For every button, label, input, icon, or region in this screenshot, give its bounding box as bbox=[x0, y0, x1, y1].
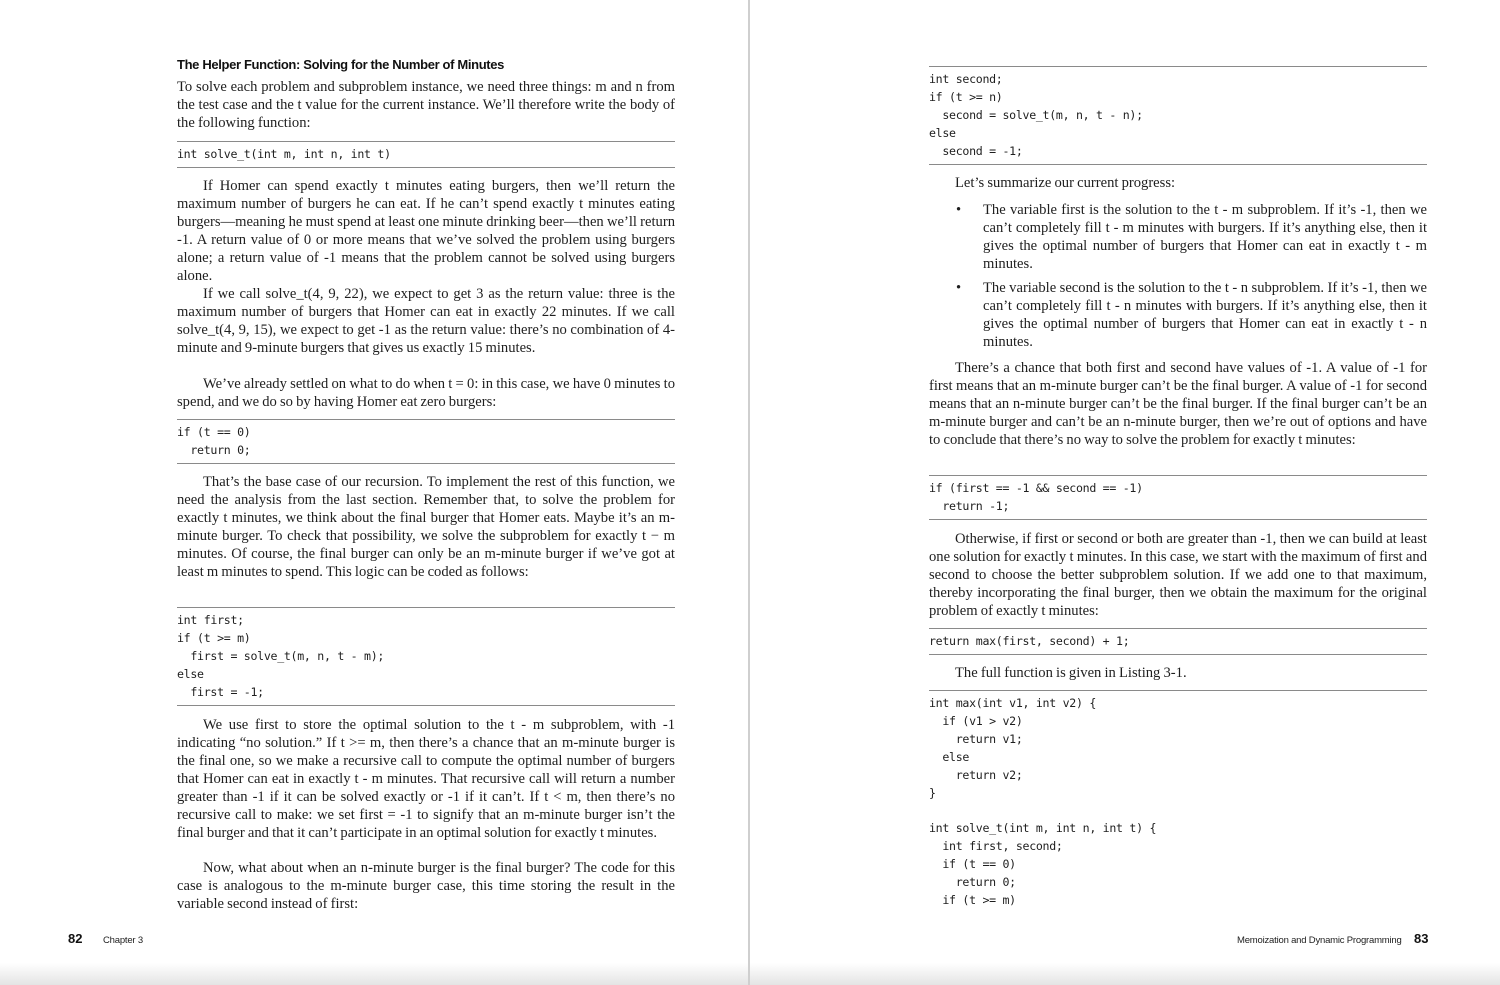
right-page bbox=[750, 0, 1500, 985]
first-explanation-paragraph: We use first to store the optimal solution to the t - m subproblem, with -1 indicating “no solution.” If t >= m, then there’s a chance that an m-minute burger is the final one, so we make a recursive call to compute the optimal number of burgers that Homer can eat in exactly t - m minutes. That recursive call will return a number greater than -1 if it can be solved exactly or -1 if it can’t. If t < m, then there’s no recursive call to make: we set first = -1 to signify that an m-minute burger isn’t the final burger and that it can’t participate in an optimal solution for exactly t minutes. bbox=[177, 717, 675, 841]
bullet-marker: • bbox=[956, 202, 962, 218]
bullet-second-variable bbox=[929, 279, 1427, 351]
summary-intro-paragraph: Let’s summarize our current progress: bbox=[955, 175, 1176, 191]
page-number-left: 82 bbox=[68, 931, 83, 946]
intro-paragraph: To solve each problem and subproblem instance, we need three things: m and n from the test case and the t value for the current instance. We’ll therefore write the body of the following function: bbox=[177, 79, 675, 131]
bullet-text: The variable second is the solution to the t - n subproblem. If it’s -1, then we can’t completely fill t - n minutes with burgers. If it’s anything else, then it gives the optimal number of burgers that Homer can eat in exactly t - n minutes. bbox=[983, 280, 1427, 350]
code-base-case: if (t == 0) return 0; bbox=[177, 419, 675, 464]
page-bottom-shadow bbox=[750, 963, 1500, 985]
progress-bullet-list bbox=[929, 201, 1427, 351]
bullet-text: The variable first is the solution to the t - m subproblem. If it’s -1, then we can’t completely fill t - m minutes with burgers. If it’s anything else, then it gives the optimal number of burgers that Homer can eat in exactly t - m minutes. bbox=[983, 202, 1427, 272]
code-listing-3-1: int max(int v1, int v2) { if (v1 > v2) return v1; else return v2; } int solve_t(int m, int n, int t) { int first, second; if (t == 0) return 0; if (t >= m) bbox=[929, 690, 1427, 913]
left-page bbox=[0, 0, 748, 985]
code-return-max: return max(first, second) + 1; bbox=[929, 628, 1427, 655]
base-case-paragraph: That’s the base case of our recursion. To implement the rest of this function, we need the analysis from the last section. Remember that, to solve the problem for exactly t minutes, we think about the final burger that Homer eats. Maybe it’s an m-minute burger. To check that possibility, we solve the subproblem for exactly t − m minutes. Of course, the final burger can only be an m-minute burger if we’ve got at least m minutes to spend. This logic can be coded as follows: bbox=[177, 474, 675, 580]
settled-paragraph: We’ve already settled on what to do when t = 0: in this case, we have 0 minutes to spend, and we do so by having Homer eat zero burgers: bbox=[177, 376, 675, 410]
running-head-left: Chapter 3 bbox=[103, 935, 143, 946]
n-minute-paragraph: Now, what about when an n-minute burger is the final burger? The code for this case is analogous to the m-minute burger case, this time storing the result in the variable second instead of first: bbox=[177, 860, 675, 912]
bullet-first-variable bbox=[929, 201, 1427, 273]
running-head-right: Memoization and Dynamic Programming bbox=[1237, 935, 1402, 946]
section-heading: The Helper Function: Solving for the Number of Minutes bbox=[177, 57, 505, 72]
bullet-marker: • bbox=[956, 280, 962, 296]
code-second-case: int second; if (t >= n) second = solve_t(m, n, t - n); else second = -1; bbox=[929, 66, 1427, 165]
both-negative-paragraph: There’s a chance that both first and second have values of -1. A value of -1 for first means that an m-minute burger can’t be the final burger. A value of -1 for second means that an n-minute burger can’t be the final burger. If the final burger can’t be an m-minute burger and can’t be an n-minute burger, then we’re out of options and have to conclude that there’s no way to solve the problem for exactly t minutes: bbox=[929, 360, 1427, 448]
otherwise-paragraph: Otherwise, if first or second or both are greater than -1, then we can build at least one solution for exactly t minutes. In this case, we start with the maximum of first and second to choose the better subproblem solution. If we add one to that maximum, thereby incorporating the final burger, then we obtain the maximum for the original problem of exactly t minutes: bbox=[929, 531, 1427, 619]
page-number-right: 83 bbox=[1414, 931, 1429, 946]
return-value-paragraph: If Homer can spend exactly t minutes eating burgers, then we’ll return the maximum number of burgers he can eat. If he can’t spend exactly t minutes eating burgers—meaning he must spend at least one minute drinking beer—then we’ll return -1. A return value of 0 or more means that we’ve solved the problem using burgers alone; a return value of -1 means that the problem cannot be solved using burgers alone. bbox=[177, 178, 675, 284]
code-first-case: int first; if (t >= m) first = solve_t(m, n, t - m); else first = -1; bbox=[177, 607, 675, 706]
code-both-negative: if (first == -1 && second == -1) return -1; bbox=[929, 475, 1427, 520]
code-solve-t-signature: int solve_t(int m, int n, int t) bbox=[177, 141, 675, 168]
full-function-paragraph: The full function is given in Listing 3-1. bbox=[955, 665, 1187, 681]
page-bottom-shadow bbox=[0, 963, 748, 985]
examples-paragraph: If we call solve_t(4, 9, 22), we expect to get 3 as the return value: three is the maximum number of burgers that Homer can eat in exactly 22 minutes. If we call solve_t(4, 9, 15), we expect to get -1 as the return value: there’s no combination of 4-minute and 9-minute burgers that gives us exactly 15 minutes. bbox=[177, 286, 675, 356]
